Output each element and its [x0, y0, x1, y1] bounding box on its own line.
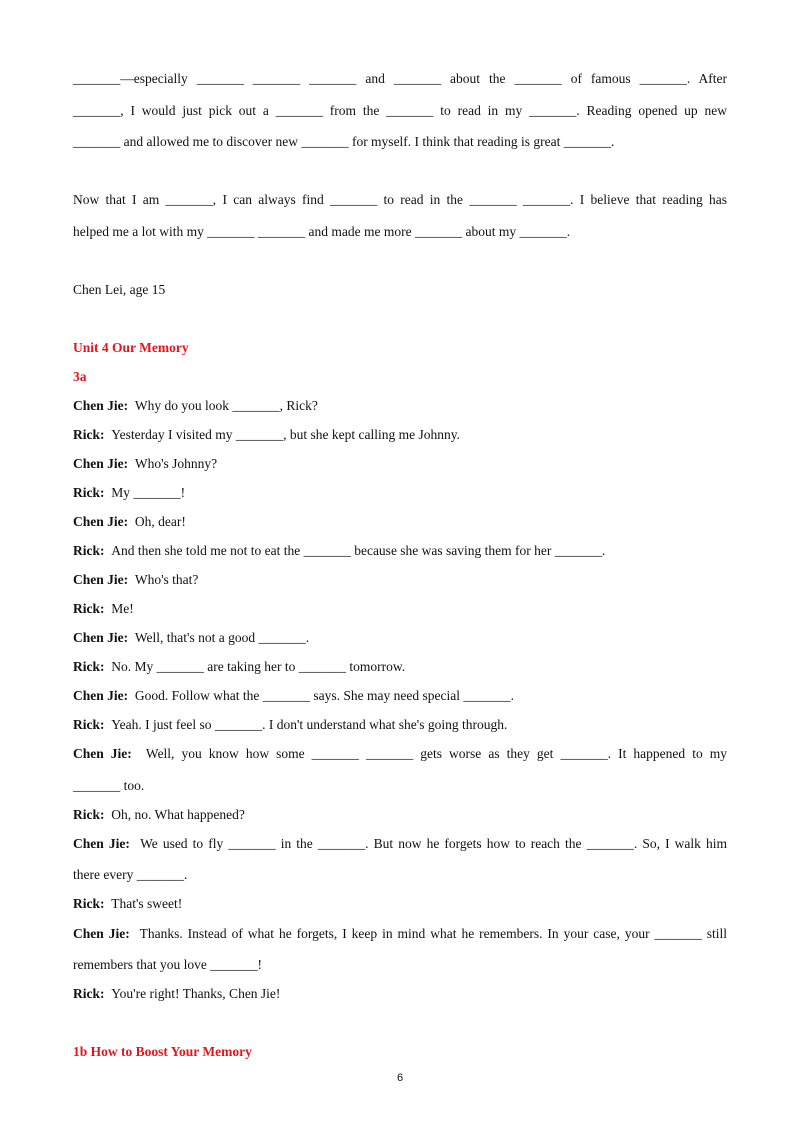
passage-line: _______ and allowed me to discover new _______ for myself. I think that reading is great _______. — [73, 134, 615, 149]
dialogue-line — [73, 397, 318, 415]
dialogue-text: Oh, no. What happened? — [111, 807, 245, 822]
speaker-name: Chen Jie: — [73, 398, 129, 413]
speaker-name: Rick: — [73, 896, 105, 911]
dialogue-text: Why do you look _______, Rick? — [134, 398, 318, 413]
dialogue-text: Me! — [111, 601, 134, 616]
dialogue-text: Who's Johnny? — [134, 456, 218, 471]
dialogue-text: Well, that's not a good _______. — [134, 630, 310, 645]
dialogue-line — [73, 745, 727, 763]
dialogue-line-continued: remembers that you love _______! — [73, 957, 262, 972]
speaker-name: Rick: — [73, 427, 105, 442]
speaker-name: Chen Jie: — [73, 514, 129, 529]
speaker-name: Chen Jie: — [73, 572, 129, 587]
dialogue-line — [73, 687, 514, 705]
section-title: 1b How to Boost Your Memory — [73, 1044, 252, 1059]
dialogue-line — [73, 716, 507, 734]
dialogue-line — [73, 542, 605, 560]
dialogue-text: No. My _______ are taking her to _______ tomorrow. — [111, 659, 406, 674]
speaker-name: Rick: — [73, 485, 105, 500]
dialogue-line — [73, 455, 217, 473]
speaker-name: Chen Jie: — [73, 926, 130, 941]
dialogue-line-continued: there every _______. — [73, 867, 188, 882]
speaker-name: Rick: — [73, 986, 105, 1001]
dialogue-line — [73, 658, 405, 676]
dialogue-text: Who's that? — [134, 572, 199, 587]
dialogue-line-continued: _______ too. — [73, 778, 145, 793]
passage-signature: Chen Lei, age 15 — [73, 282, 166, 297]
dialogue-text: Yeah. I just feel so _______. I don't understand what she's going through. — [111, 717, 508, 732]
speaker-name: Chen Jie: — [73, 688, 129, 703]
dialogue-line — [73, 484, 185, 502]
dialogue-text: Thanks. Instead of what he forgets, I keep in mind what he remembers. In your case, your _______ still — [139, 926, 728, 941]
page-number: 6 — [396, 1072, 404, 1084]
passage-line: helped me a lot with my _______ _______ and made me more _______ about my _______. — [73, 224, 571, 239]
speaker-name: Rick: — [73, 601, 105, 616]
dialogue-line — [73, 600, 134, 618]
dialogue-text: And then she told me not to eat the _______ because she was saving them for her _______. — [111, 543, 606, 558]
passage-line: _______—especially _______ _______ _______ and _______ about the _______ of famous _______. After — [73, 71, 727, 86]
dialogue-line — [73, 806, 245, 824]
dialogue-text: Yesterday I visited my _______, but she kept calling me Johnny. — [111, 427, 460, 442]
dialogue-line — [73, 835, 727, 853]
speaker-name: Chen Jie: — [73, 456, 129, 471]
speaker-name: Chen Jie: — [73, 630, 129, 645]
dialogue-text: Well, you know how some _______ _______ gets worse as they get _______. It happened to my — [145, 746, 728, 761]
speaker-name: Rick: — [73, 807, 105, 822]
passage-line: _______, I would just pick out a _______ from the _______ to read in my _______. Reading opened up new — [73, 103, 727, 118]
dialogue-text: My _______! — [111, 485, 186, 500]
dialogue-text: That's sweet! — [111, 896, 183, 911]
unit-title: Unit 4 Our Memory — [73, 340, 189, 355]
passage-line: Now that I am _______, I can always find _______ to read in the _______ _______. I believe that reading has — [73, 192, 727, 207]
dialogue-text: Good. Follow what the _______ says. She may need special _______. — [134, 688, 514, 703]
dialogue-text: Oh, dear! — [134, 514, 186, 529]
dialogue-line — [73, 571, 198, 589]
speaker-name: Chen Jie: — [73, 836, 130, 851]
dialogue-line — [73, 925, 727, 943]
dialogue-line — [73, 426, 460, 444]
section-label: 3a — [73, 369, 87, 384]
speaker-name: Rick: — [73, 659, 105, 674]
speaker-name: Rick: — [73, 543, 105, 558]
dialogue-text: We used to fly _______ in the _______. But now he forgets how to reach the _______. So, I walk him — [140, 836, 728, 851]
dialogue-text: You're right! Thanks, Chen Jie! — [111, 986, 281, 1001]
dialogue-line — [73, 895, 182, 913]
speaker-name: Chen Jie: — [73, 746, 132, 761]
speaker-name: Rick: — [73, 717, 105, 732]
dialogue-line — [73, 629, 309, 647]
dialogue-line — [73, 985, 280, 1003]
dialogue-line — [73, 513, 186, 531]
